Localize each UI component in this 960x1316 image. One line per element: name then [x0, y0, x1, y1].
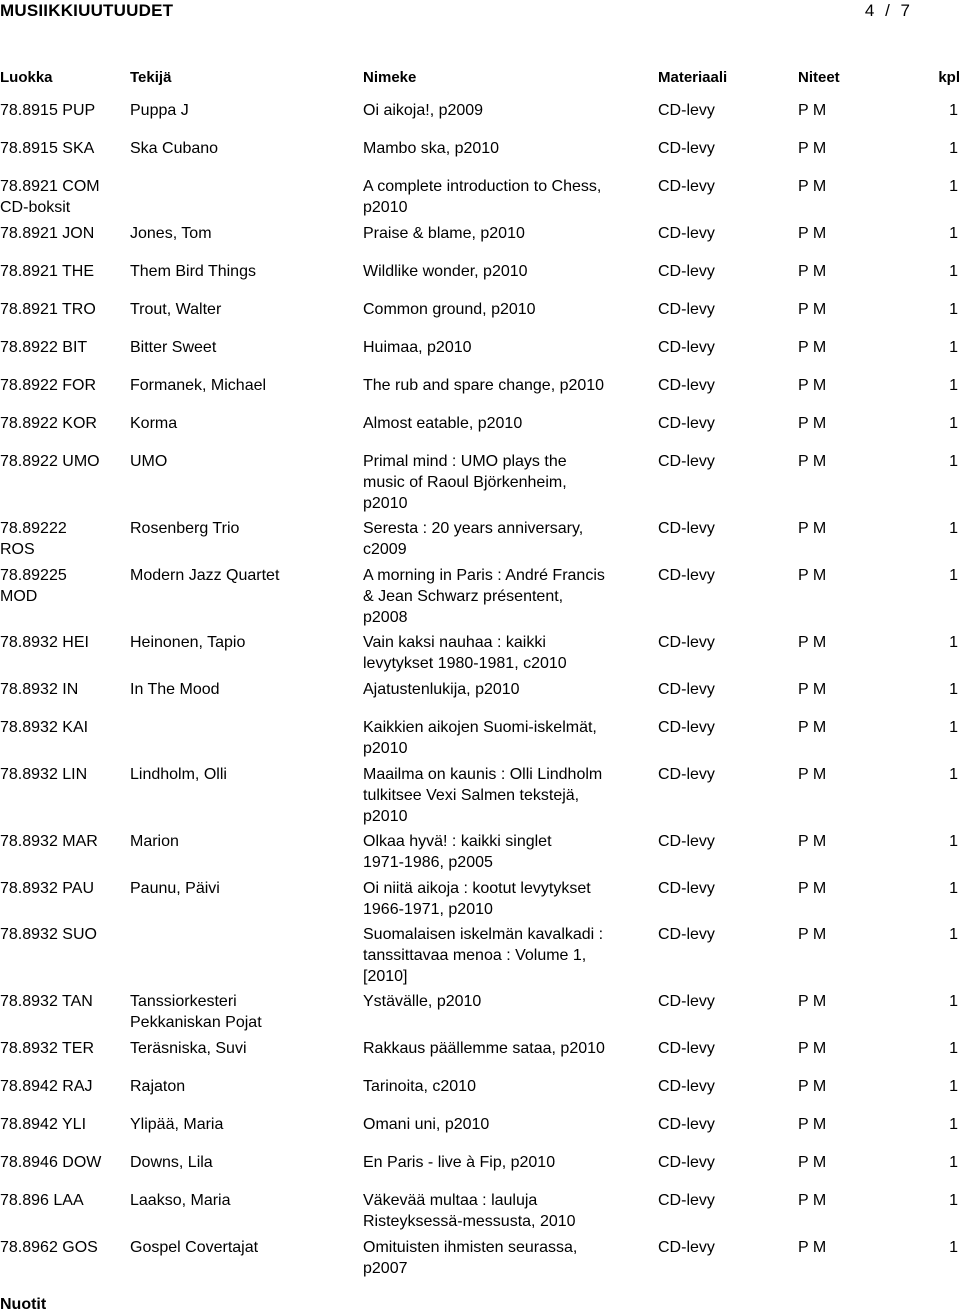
row-class: 78.8932 TER [0, 1040, 94, 1057]
row-title: Primal mind : UMO plays the music of Raoul Björkenheim, p2010 [363, 453, 567, 512]
table-header [0, 69, 960, 89]
row-count: 1 [949, 567, 958, 584]
row-author: Puppa J [130, 102, 189, 119]
row-title: A morning in Paris : André Francis & Jean Schwarz présentent, p2008 [363, 567, 605, 626]
row-author: Jones, Tom [130, 225, 212, 242]
row-material: CD-levy [658, 1040, 715, 1057]
page-title: MUSIIKKIUUTUUDET [0, 1, 174, 20]
row-class: 78.8942 YLI [0, 1116, 87, 1133]
row-material: CD-levy [658, 453, 715, 470]
row-class: 78.8962 GOS [0, 1239, 98, 1256]
row-notes: P M [798, 520, 827, 537]
row-class: 78.8922 UMO [0, 453, 100, 470]
row-title: Vain kaksi nauhaa : kaikki levytykset 1980-1981, c2010 [363, 634, 567, 672]
row-notes: P M [798, 178, 827, 195]
row-material: CD-levy [658, 1078, 715, 1095]
row-material: CD-levy [658, 339, 715, 356]
row-count: 1 [949, 225, 958, 242]
row-title: Omani uni, p2010 [363, 1116, 490, 1133]
row-notes: P M [798, 993, 827, 1010]
row-title: Mambo ska, p2010 [363, 140, 500, 157]
row-count: 1 [949, 263, 958, 280]
row-class: 78.8922 BIT [0, 339, 88, 356]
page-current: 4 [864, 1, 875, 20]
row-count: 1 [949, 1192, 958, 1209]
row-class: 78.8932 LIN [0, 766, 88, 783]
row-count: 1 [949, 1239, 958, 1256]
row-author: Lindholm, Olli [130, 766, 227, 783]
row-author: Gospel Covertajat [130, 1239, 259, 1256]
row-notes: P M [798, 681, 827, 698]
row-material: CD-levy [658, 178, 715, 195]
row-class: 78.8932 MAR [0, 833, 98, 850]
row-notes: P M [798, 766, 827, 783]
row-count: 1 [949, 453, 958, 470]
row-notes: P M [798, 1040, 827, 1057]
page-number [865, 1, 910, 21]
row-notes: P M [798, 1078, 827, 1095]
row-count: 1 [949, 681, 958, 698]
row-class: 78.8921 TRO [0, 301, 96, 318]
row-material: CD-levy [658, 634, 715, 651]
row-count: 1 [949, 377, 958, 394]
row-title: A complete introduction to Chess, p2010 [363, 178, 602, 216]
row-material: CD-levy [658, 1192, 715, 1209]
row-author: Bitter Sweet [130, 339, 217, 356]
row-author: Downs, Lila [130, 1154, 213, 1171]
row-material: CD-levy [658, 1239, 715, 1256]
row-class: 78.8932 KAI [0, 719, 89, 736]
row-count: 1 [949, 719, 958, 736]
header-notes: Niteet [798, 69, 840, 86]
row-class: 78.8915 SKA [0, 140, 95, 157]
row-class: 78.8942 RAJ [0, 1078, 93, 1095]
row-count: 1 [949, 102, 958, 119]
row-count: 1 [949, 926, 958, 943]
row-author: Marion [130, 833, 179, 850]
header-author: Tekijä [130, 69, 172, 86]
row-material: CD-levy [658, 766, 715, 783]
row-notes: P M [798, 567, 827, 584]
row-author: In The Mood [130, 681, 220, 698]
row-material: CD-levy [658, 377, 715, 394]
row-author: Formanek, Michael [130, 377, 267, 394]
row-author: UMO [130, 453, 168, 470]
row-author: Trout, Walter [130, 301, 222, 318]
row-notes: P M [798, 634, 827, 651]
row-material: CD-levy [658, 681, 715, 698]
row-title: Oi aikoja!, p2009 [363, 102, 484, 119]
row-count: 1 [949, 415, 958, 432]
row-material: CD-levy [658, 263, 715, 280]
row-material: CD-levy [658, 993, 715, 1010]
row-material: CD-levy [658, 102, 715, 119]
row-class: 78.8932 IN [0, 681, 79, 698]
row-count: 1 [949, 339, 958, 356]
row-material: CD-levy [658, 415, 715, 432]
row-title: Common ground, p2010 [363, 301, 536, 318]
row-count: 1 [949, 634, 958, 651]
row-material: CD-levy [658, 140, 715, 157]
row-class: 78.8921 COM CD-boksit [0, 178, 100, 216]
row-title: Seresta : 20 years anniversary, c2009 [363, 520, 584, 558]
row-count: 1 [949, 993, 958, 1010]
row-material: CD-levy [658, 1116, 715, 1133]
row-count: 1 [949, 301, 958, 318]
row-class: 78.8922 KOR [0, 415, 97, 432]
row-title: The rub and spare change, p2010 [363, 377, 605, 394]
row-title: Rakkaus päällemme sataa, p2010 [363, 1040, 605, 1057]
row-title: En Paris - live à Fip, p2010 [363, 1154, 556, 1171]
row-author: Heinonen, Tapio [130, 634, 246, 651]
row-notes: P M [798, 102, 827, 119]
row-material: CD-levy [658, 567, 715, 584]
row-author: Modern Jazz Quartet [130, 567, 280, 584]
row-notes: P M [798, 339, 827, 356]
row-count: 1 [949, 880, 958, 897]
row-notes: P M [798, 1154, 827, 1171]
row-author: Laakso, Maria [130, 1192, 231, 1209]
row-notes: P M [798, 225, 827, 242]
row-notes: P M [798, 833, 827, 850]
row-title: Omituisten ihmisten seurassa, p2007 [363, 1239, 578, 1277]
row-count: 1 [949, 1154, 958, 1171]
row-title: Olkaa hyvä! : kaikki singlet 1971-1986, p2005 [363, 833, 552, 871]
row-notes: P M [798, 880, 827, 897]
row-count: 1 [949, 1116, 958, 1133]
row-class: 78.8932 PAU [0, 880, 94, 897]
row-class: 78.8921 THE [0, 263, 94, 280]
header-material: Materiaali [658, 69, 728, 86]
header-title: Nimeke [363, 69, 417, 86]
row-class: 78.8932 HEI [0, 634, 89, 651]
row-author: Paunu, Päivi [130, 880, 220, 897]
row-count: 1 [949, 1078, 958, 1095]
page-total: 7 [900, 1, 910, 20]
row-author: Rajaton [130, 1078, 186, 1095]
row-title: Tarinoita, c2010 [363, 1078, 476, 1095]
row-count: 1 [949, 766, 958, 783]
row-title: Praise & blame, p2010 [363, 225, 525, 242]
row-title: Suomalaisen iskelmän kavalkadi : tanssittavaa menoa : Volume 1, [2010] [363, 926, 604, 985]
row-count: 1 [949, 520, 958, 537]
row-author: Ska Cubano [130, 140, 219, 157]
row-material: CD-levy [658, 1154, 715, 1171]
header-class: Luokka [0, 69, 53, 86]
row-class: 78.89222 ROS [0, 520, 67, 558]
row-title: Kaikkien aikojen Suomi-iskelmät, p2010 [363, 719, 597, 757]
row-title: Oi niitä aikoja : kootut levytykset 1966-1971, p2010 [363, 880, 591, 918]
row-author: Teräsniska, Suvi [130, 1040, 247, 1057]
row-material: CD-levy [658, 880, 715, 897]
row-title: Huimaa, p2010 [363, 339, 472, 356]
row-notes: P M [798, 453, 827, 470]
row-class: 78.8921 JON [0, 225, 95, 242]
row-notes: P M [798, 415, 827, 432]
row-notes: P M [798, 140, 827, 157]
row-class: 78.8932 SUO [0, 926, 97, 943]
row-notes: P M [798, 719, 827, 736]
header-count: kpl [938, 69, 960, 86]
row-material: CD-levy [658, 719, 715, 736]
row-notes: P M [798, 301, 827, 318]
row-notes: P M [798, 926, 827, 943]
row-author: Ylipää, Maria [130, 1116, 224, 1133]
page-separator: / [885, 1, 890, 20]
row-notes: P M [798, 1239, 827, 1256]
row-notes: P M [798, 1116, 827, 1133]
row-author: Tanssiorkesteri Pekkaniskan Pojat [130, 993, 262, 1031]
row-class: 78.8932 TAN [0, 993, 93, 1010]
row-title: Väkevää multaa : lauluja Risteyksessä-messusta, 2010 [363, 1192, 576, 1230]
row-title: Ystävälle, p2010 [363, 993, 482, 1010]
row-class: 78.8915 PUP [0, 102, 96, 119]
row-title: Wildlike wonder, p2010 [363, 263, 528, 280]
row-title: Ajatustenlukija, p2010 [363, 681, 520, 698]
row-title: Maailma on kaunis : Olli Lindholm tulkitsee Vexi Salmen tekstejä, p2010 [363, 766, 603, 825]
row-notes: P M [798, 263, 827, 280]
row-title: Almost eatable, p2010 [363, 415, 523, 432]
row-material: CD-levy [658, 926, 715, 943]
row-class: 78.89225 MOD [0, 567, 67, 605]
section-title: Nuotit [0, 1296, 47, 1313]
row-class: 78.8946 DOW [0, 1154, 102, 1171]
row-notes: P M [798, 377, 827, 394]
row-class: 78.896 LAA [0, 1192, 84, 1209]
row-class: 78.8922 FOR [0, 377, 97, 394]
row-author: Them Bird Things [130, 263, 256, 280]
row-material: CD-levy [658, 301, 715, 318]
row-count: 1 [949, 1040, 958, 1057]
row-author: Rosenberg Trio [130, 520, 240, 537]
row-material: CD-levy [658, 833, 715, 850]
row-count: 1 [949, 140, 958, 157]
row-material: CD-levy [658, 520, 715, 537]
row-material: CD-levy [658, 225, 715, 242]
row-author: Korma [130, 415, 178, 432]
row-notes: P M [798, 1192, 827, 1209]
row-count: 1 [949, 178, 958, 195]
row-count: 1 [949, 833, 958, 850]
